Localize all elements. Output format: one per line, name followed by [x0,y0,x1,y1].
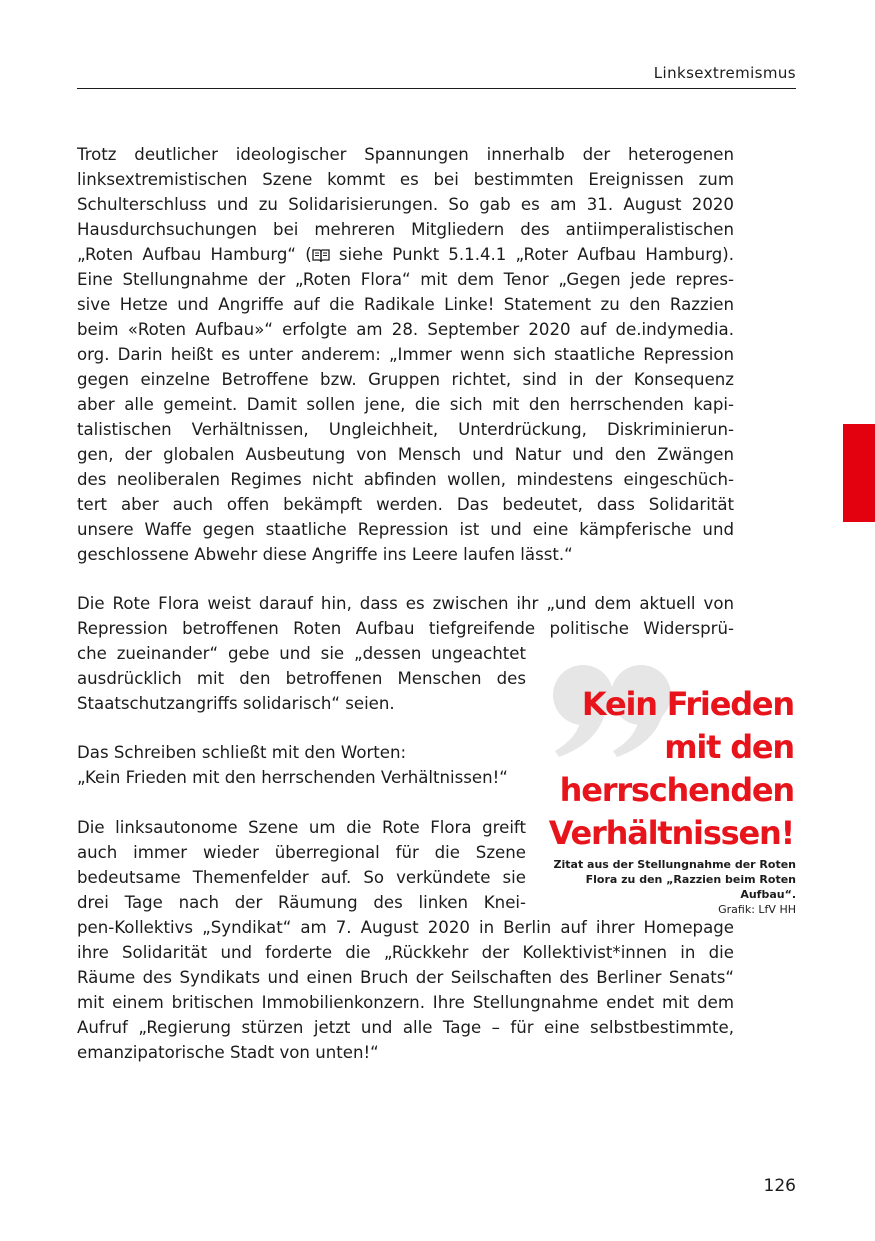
running-header-title: Linksextremismus [653,64,796,82]
text-line: pen-Kollektivs „Syndikat“ am 7. August 2020 in Berlin auf ihrer Homepage [77,918,734,937]
text-line: org. Darin heißt es unter anderem: „Immer wenn sich staatliche Repression [77,345,734,364]
text-line: sive Hetze und Angriffe auf die Radikale Linke! Statement zu den Razzien [77,295,734,314]
text-line: Eine Stellungnahme der „Roten Flora“ mit dem Tenor „Gegen jede repres- [77,270,734,289]
text-line: Staatschutzangriffs solidarisch“ seien. [77,694,395,713]
pull-quote-line: Kein Frieden [581,685,794,723]
text-line: des neoliberalen Regimes nicht abfinden wollen, mindestens eingeschüch- [77,470,734,489]
text-line: gegen einzelne Betroffene bzw. Gruppen richtet, sind in der Konsequenz [77,370,734,389]
text-line: bedeutsame Themenfelder auf. So verkündete sie [77,868,526,887]
caption-line: Flora zu den „Razzien beim Roten Aufbau“. [585,873,796,901]
pull-quote-line: Verhältnissen! [548,814,794,852]
text-line: beim «Roten Aufbau»“ erfolgte am 28. September 2020 auf de.indymedia. [77,320,734,339]
text-line: „Kein Frieden mit den herrschenden Verhältnissen!“ [77,768,508,787]
header-rule [77,88,796,89]
paragraph-3 [77,740,537,790]
text-line: emanzipatorische Stadt von unten!“ [77,1043,379,1062]
figure-caption [536,857,796,917]
text-line-part: „Roten Aufbau Hamburg“ ( [77,245,312,264]
chapter-tab-marker [843,424,875,522]
page-number: 126 [763,1176,796,1196]
pull-quote-text [544,683,794,855]
text-line: Schulterschluss und zu Solidarisierungen. So gab es am 31. August 2020 [77,195,734,214]
text-line: gen, der globalen Ausbeutung von Mensch und Natur und den Zwängen [77,445,734,464]
text-line: Repression betroffenen Roten Aufbau tiefgreifende politische Widersprü- [77,619,734,638]
text-line-with-reference [77,242,734,267]
text-line: Hausdurchsuchungen bei mehreren Mitgliedern des antiimperalistischen [77,220,734,239]
text-line: linksextremistischen Szene kommt es bei bestimmten Ereignissen zum [77,170,734,189]
text-line: geschlossene Abwehr diese Angriffe ins Leere laufen lässt.“ [77,545,573,564]
text-line: drei Tage nach der Räumung des linken Knei- [77,893,526,912]
caption-line: Zitat aus der Stellungnahme der Roten [553,858,796,871]
text-line: unsere Waffe gegen staatliche Repression ist und eine kämpferische und [77,520,734,539]
pull-quote-graphic [545,655,796,855]
text-line: ihre Solidarität und forderte die „Rückkehr der Kollektivist*innen in die [77,943,734,962]
text-line: Räume des Syndikats und einen Bruch der Seilschaften des Berliner Senats“ [77,968,734,987]
text-line: Die Rote Flora weist darauf hin, dass es zwischen ihr „und dem aktuell von [77,594,734,613]
text-line: Das Schreiben schließt mit den Worten: [77,743,407,762]
caption-credit: Grafik: LfV HH [718,903,796,916]
text-line: aber alle gemeint. Damit sollen jene, die sich mit den herrschenden kapi- [77,395,734,414]
text-line: Aufruf „Regierung stürzen jetzt und alle Tage – für eine selbstbestimmte, [77,1018,734,1037]
text-line-part: siehe Punkt 5.1.4.1 „Roter Aufbau Hamburg). [338,245,735,264]
pull-quote-line: mit den [664,728,794,766]
text-line: ausdrücklich mit den betroffenen Menschen des [77,669,526,688]
paragraph-1 [77,142,734,567]
text-line: auch immer wieder überregional für die Szene [77,843,526,862]
text-line: tert aber auch offen bekämpft werden. Das bedeutet, dass Solidarität [77,495,734,514]
text-line: talistischen Verhältnissen, Ungleichheit, Unterdrückung, Diskriminierun- [77,420,734,439]
text-line: mit einem britischen Immobilienkonzern. Ihre Stellungnahme endet mit dem [77,993,734,1012]
text-line: che zueinander“ gebe und sie „dessen ungeachtet [77,644,526,663]
book-reference-icon [312,248,330,262]
text-line: Die linksautonome Szene um die Rote Flora greift [77,818,526,837]
text-line: Trotz deutlicher ideologischer Spannungen innerhalb der heterogenen [77,145,734,164]
pull-quote-line: herrschenden [559,771,794,809]
